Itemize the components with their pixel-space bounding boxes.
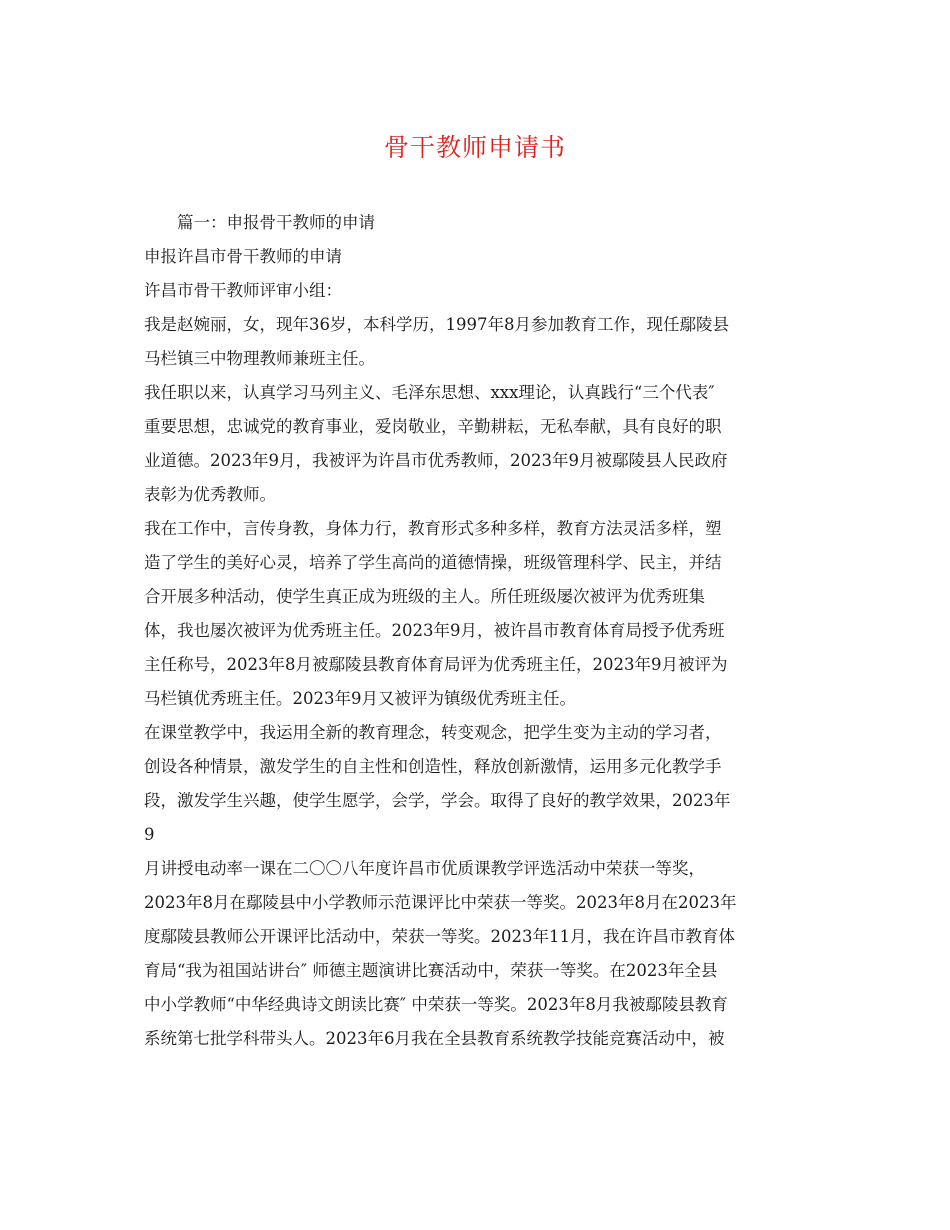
salutation: 许昌市骨干教师评审小组：	[144, 281, 342, 300]
text-line: 重要思想，忠诚党的教育事业，爱岗敬业，辛勤耕耘，无私奉献，具有良好的职	[144, 417, 722, 436]
text-line: 创设各种情景，激发学生的自主性和创造性，释放创新激情，运用多元化教学手	[144, 757, 722, 776]
text-line: 系统第七批学科带头人。2023年6月我在全县教育系统教学技能竞赛活动中，被	[144, 1029, 725, 1048]
document-subtitle: 申报许昌市骨干教师的申请	[144, 247, 342, 266]
text-line: 我在工作中，言传身教，身体力行，教育形式多种多样，教育方法灵活多样，塑	[144, 519, 722, 538]
text-line: 在课堂教学中，我运用全新的教育理念，转变观念，把学生变为主动的学习者，	[144, 723, 722, 742]
text-line: 段，激发学生兴趣，使学生愿学，会学，学会。取得了良好的教学效果，2023年	[144, 791, 731, 810]
text-line: 体，我也屡次被评为优秀班主任。2023年9月，被许昌市教育体育局授予优秀班	[144, 621, 725, 640]
text-line: 月讲授电动率一课在二〇〇八年度许昌市优质课教学评选活动中荣获一等奖，	[144, 859, 705, 878]
text-line: 9	[144, 825, 155, 844]
text-line: 马栏镇三中物理教师兼班主任。	[144, 349, 375, 368]
text-line: 业道德。2023年9月，我被评为许昌市优秀教师，2023年9月被鄢陵县人民政府	[144, 451, 728, 470]
text-line: 育局“我为祖国站讲台″ 师德主题演讲比赛活动中，荣获一等奖。在2023年全县	[144, 961, 718, 980]
text-line: 表彰为优秀教师。	[144, 485, 276, 504]
text-line: 度鄢陵县教师公开课评比活动中，荣获一等奖。2023年11月，我在许昌市教育体	[144, 927, 735, 946]
text-line: 主任称号，2023年8月被鄢陵县教育体育局评为优秀班主任，2023年9月被评为	[144, 655, 728, 674]
document-title: 骨干教师申请书	[383, 133, 566, 162]
text-line: 2023年8月在鄢陵县中小学教师示范课评比中荣获一等奖。2023年8月在2023年	[144, 893, 737, 912]
text-line: 我任职以来，认真学习马列主义、毛泽东思想、xxx理论，认真践行“三个代表″	[144, 383, 715, 402]
text-line: 马栏镇优秀班主任。2023年9月又被评为镇级优秀班主任。	[144, 689, 576, 708]
text-line: 造了学生的美好心灵，培养了学生高尚的道德情操，班级管理科学、民主，并结	[144, 553, 722, 572]
document-body	[144, 206, 814, 1056]
text-line: 我是赵婉丽，女，现年36岁，本科学历，1997年8月参加教育工作，现任鄢陵县	[144, 315, 729, 334]
text-line: 中小学教师“中华经典诗文朗读比赛″ 中荣获一等奖。2023年8月我被鄢陵县教育	[144, 995, 728, 1014]
section-heading: 篇一：申报骨干教师的申请	[177, 213, 375, 232]
text-line: 合开展多种活动，使学生真正成为班级的主人。所任班级屡次被评为优秀班集	[144, 587, 705, 606]
